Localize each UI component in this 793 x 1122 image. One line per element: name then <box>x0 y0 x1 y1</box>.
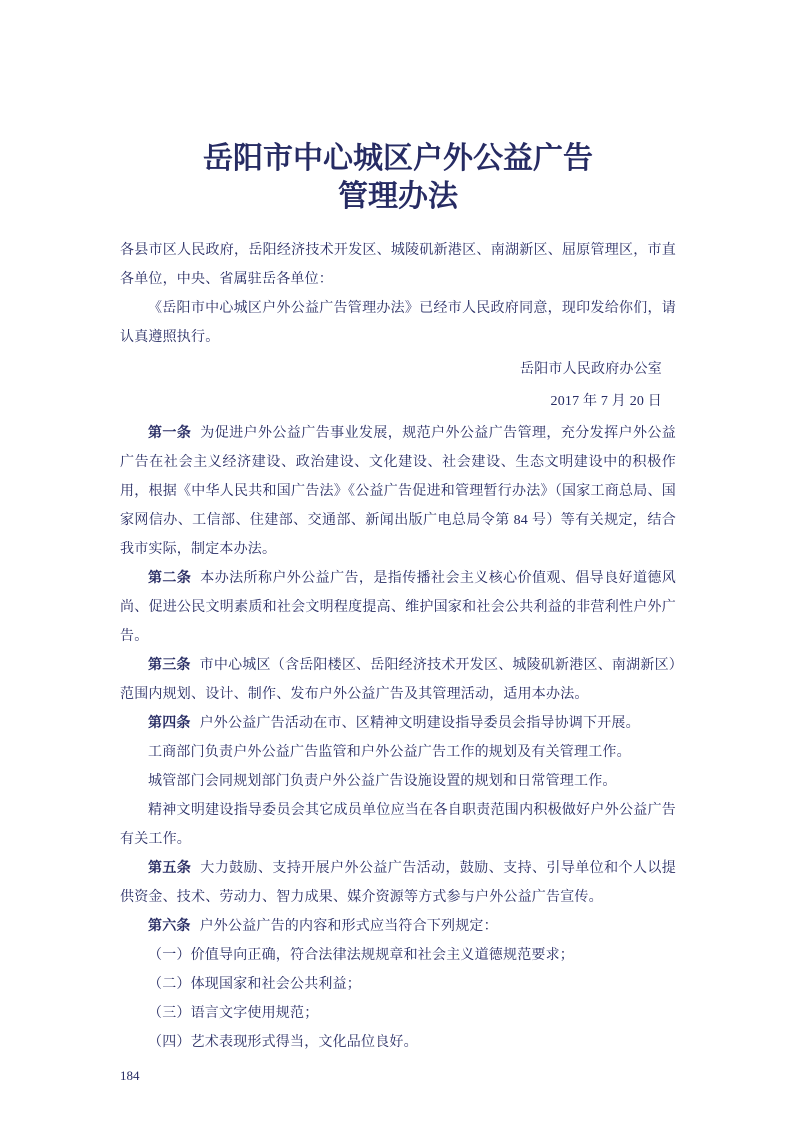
article-number: 第三条 <box>148 658 191 673</box>
article-number: 第一条 <box>148 426 192 441</box>
paragraph: 各县市区人民政府，岳阳经济技术开发区、城陵矶新港区、南湖新区、屈原管理区，市直各单位，中央、省属驻岳各单位： <box>120 243 676 287</box>
paragraph: 工商部门负责户外公益广告监管和户外公益广告工作的规划及有关管理工作。 <box>148 745 631 760</box>
paragraph: 《岳阳市中心城区户外公益广告管理办法》已经市人民政府同意，现印发给你们，请认真遵照执行。 <box>120 301 676 345</box>
paragraph: （二）体现国家和社会公共利益； <box>148 977 361 992</box>
document-page <box>120 140 676 1057</box>
title-line-2: 管理办法 <box>338 180 458 213</box>
article-number: 第二条 <box>148 571 192 586</box>
article-number: 第六条 <box>148 919 191 934</box>
paragraph: 2017 年 7 月 20 日 <box>550 394 662 409</box>
paragraph: 第一条 为促进户外公益广告事业发展，规范户外公益广告管理，充分发挥户外公益广告在社会主义经济建设、政治建设、文化建设、社会建设、生态文明建设中的积极作用，根据《中华人民共和国广告法》《公益广告促进和管理暂行办法》（国家工商总局、国家网信办、工信部、住建部、交通部、新闻出版广电总局令第 84 号）等有关规定，结合我市实际，制定本办法。 <box>120 426 676 557</box>
page-number: 184 <box>120 1068 140 1083</box>
article-number: 第五条 <box>148 861 192 876</box>
paragraph: （三）语言文字使用规范； <box>148 1006 319 1021</box>
paragraph: 岳阳市人民政府办公室 <box>520 362 662 377</box>
paragraph: 第四条 户外公益广告活动在市、区精神文明建设指导委员会指导协调下开展。 <box>148 716 640 731</box>
document-body <box>120 236 676 1057</box>
paragraph: 城管部门会同规划部门负责户外公益广告设施设置的规划和日常管理工作。 <box>148 774 617 789</box>
paragraph: 第五条 大力鼓励、支持开展户外公益广告活动，鼓励、支持、引导单位和个人以提供资金、技术、劳动力、智力成果、媒介资源等方式参与户外公益广告宣传。 <box>120 861 676 905</box>
title-line-1: 岳阳市中心城区户外公益广告 <box>203 142 593 175</box>
paragraph: 第二条 本办法所称户外公益广告，是指传播社会主义核心价值观、倡导良好道德风尚、促进公民文明素质和社会文明程度提高、维护国家和社会公共利益的非营利性户外广告。 <box>120 571 676 644</box>
paragraph: 第六条 户外公益广告的内容和形式应当符合下列规定： <box>148 919 498 934</box>
paragraph: （四）艺术表现形式得当，文化品位良好。 <box>148 1035 418 1050</box>
article-number: 第四条 <box>148 716 191 731</box>
paragraph: （一）价值导向正确，符合法律法规规章和社会主义道德规范要求； <box>148 948 574 963</box>
paragraph: 第三条 市中心城区（含岳阳楼区、岳阳经济技术开发区、城陵矶新港区、南湖新区）范围内规划、设计、制作、发布户外公益广告及其管理活动，适用本办法。 <box>120 658 676 702</box>
document-title <box>120 140 676 216</box>
paragraph: 精神文明建设指导委员会其它成员单位应当在各自职责范围内积极做好户外公益广告有关工作。 <box>120 803 676 847</box>
